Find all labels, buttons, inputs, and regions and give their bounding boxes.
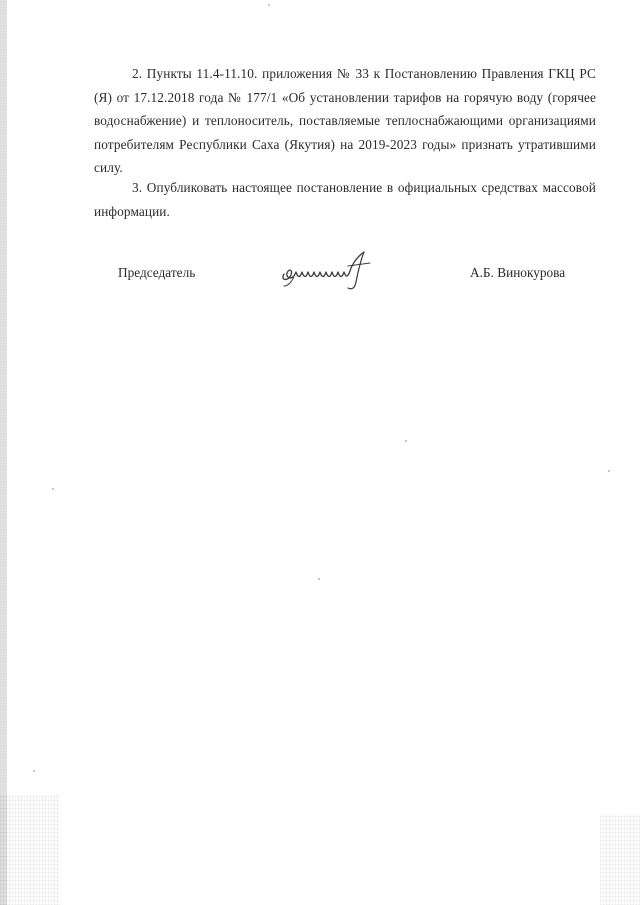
scan-noise-bottom-left xyxy=(0,795,60,905)
scan-speck xyxy=(268,4,270,6)
scan-speck xyxy=(318,578,320,580)
paragraph-item-2: 2. Пункты 11.4-11.10. приложения № 33 к Постановлению Правления ГКЦ РС (Я) от 17.12.2018 года № 177/1 «Об установлении тарифов на горячую воду (горячее водоснабжение) и теплоноситель, поставляемые теплоснабжающими организациями потребителям Республики Саха (Якутия) на 2019-2023 годы» признать утратившими силу. xyxy=(94,66,596,175)
scan-edge-left xyxy=(0,0,7,905)
scan-noise-bottom-right xyxy=(600,815,640,905)
scan-speck xyxy=(405,440,407,442)
scan-speck xyxy=(33,770,35,772)
scan-speck xyxy=(608,470,610,472)
handwritten-signature xyxy=(278,248,380,292)
signatory-role: Председатель xyxy=(118,265,196,280)
paragraph-item-3: 3. Опубликовать настоящее постановление в официальных средствах массовой информации. xyxy=(94,180,596,219)
signatory-name: А.Б. Винокурова xyxy=(470,265,566,280)
scan-speck xyxy=(52,488,54,490)
